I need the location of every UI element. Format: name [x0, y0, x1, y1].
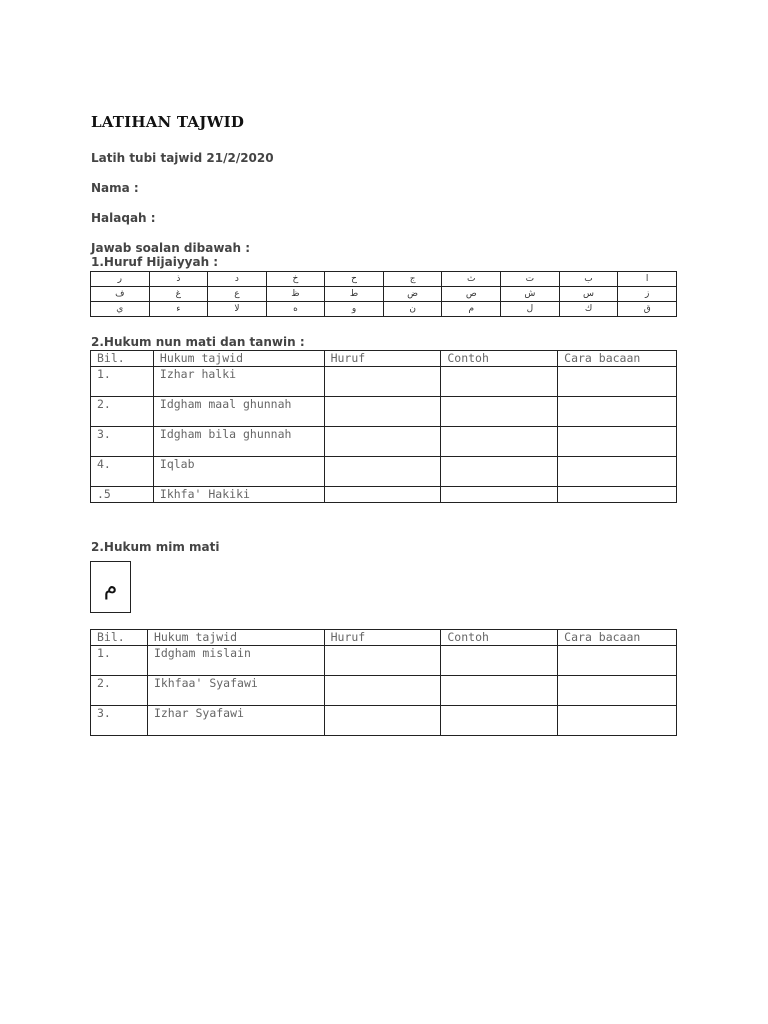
hijaiyyah-cell: م [442, 302, 501, 317]
contoh-answer-cell[interactable] [441, 457, 558, 487]
hukum-name: Izhar halki [153, 367, 324, 397]
huruf-answer-cell[interactable] [324, 676, 441, 706]
hijaiyyah-cell: ك [559, 302, 618, 317]
hijaiyyah-cell: غ [149, 287, 208, 302]
hijaiyyah-cell: ل [501, 302, 560, 317]
cara-bacaan-answer-cell[interactable] [558, 706, 677, 736]
table-row [91, 427, 677, 457]
table-row [91, 457, 677, 487]
table-row [91, 367, 677, 397]
huruf-answer-cell[interactable] [324, 487, 441, 503]
hijaiyyah-cell: ه [266, 302, 325, 317]
contoh-answer-cell[interactable] [441, 427, 558, 457]
hijaiyyah-cell: لا [208, 302, 267, 317]
contoh-answer-cell[interactable] [441, 706, 558, 736]
cara-bacaan-answer-cell[interactable] [558, 427, 677, 457]
cara-bacaan-answer-cell[interactable] [558, 487, 677, 503]
row-number: 2. [91, 676, 148, 706]
page-title: LATIHAN TAJWID [91, 113, 245, 131]
hukum-name: Ikhfa' Hakiki [153, 487, 324, 503]
cara-bacaan-answer-cell[interactable] [558, 367, 677, 397]
header-cara-bacaan: Cara bacaan [558, 630, 677, 646]
row-number: 2. [91, 397, 154, 427]
header-contoh: Contoh [441, 351, 558, 367]
table-row [91, 646, 677, 676]
huruf-answer-cell[interactable] [324, 646, 441, 676]
hukum-name: Idgham mislain [147, 646, 324, 676]
hijaiyyah-cell: ج [383, 272, 442, 287]
hijaiyyah-table [90, 271, 677, 317]
table-header-row [91, 630, 677, 646]
hukum-name: Idgham maal ghunnah [153, 397, 324, 427]
huruf-answer-cell[interactable] [324, 367, 441, 397]
section-mim-title: 2.Hukum mim mati [91, 540, 220, 554]
section-nun-title: 2.Hukum nun mati dan tanwin : [91, 335, 305, 349]
header-huruf: Huruf [324, 630, 441, 646]
hijaiyyah-cell: ف [91, 287, 150, 302]
hijaiyyah-cell: ض [383, 287, 442, 302]
hijaiyyah-cell: ا [618, 272, 677, 287]
table-row [91, 397, 677, 427]
hijaiyyah-row [91, 287, 677, 302]
header-bil: Bil. [91, 351, 154, 367]
row-number: 1. [91, 367, 154, 397]
contoh-answer-cell[interactable] [441, 397, 558, 427]
hijaiyyah-cell: خ [266, 272, 325, 287]
hijaiyyah-cell: ع [208, 287, 267, 302]
hijaiyyah-cell: د [208, 272, 267, 287]
subtitle: Latih tubi tajwid 21/2/2020 [91, 151, 274, 165]
contoh-answer-cell[interactable] [441, 487, 558, 503]
table-row [91, 676, 677, 706]
hijaiyyah-cell: ء [149, 302, 208, 317]
hijaiyyah-cell: ز [618, 287, 677, 302]
header-hukum-tajwid: Hukum tajwid [147, 630, 324, 646]
hijaiyyah-cell: ق [618, 302, 677, 317]
table-header-row [91, 351, 677, 367]
cara-bacaan-answer-cell[interactable] [558, 397, 677, 427]
huruf-answer-cell[interactable] [324, 706, 441, 736]
cara-bacaan-answer-cell[interactable] [558, 457, 677, 487]
contoh-answer-cell[interactable] [441, 367, 558, 397]
huruf-answer-cell[interactable] [324, 457, 441, 487]
hukum-name: Iqlab [153, 457, 324, 487]
instruction-text: Jawab soalan dibawah : [91, 241, 251, 255]
nun-mati-table [90, 350, 677, 503]
huruf-answer-cell[interactable] [324, 397, 441, 427]
cara-bacaan-answer-cell[interactable] [558, 676, 677, 706]
row-number: 4. [91, 457, 154, 487]
hijaiyyah-row [91, 302, 677, 317]
row-number: .5 [91, 487, 154, 503]
hukum-name: Izhar Syafawi [147, 706, 324, 736]
header-contoh: Contoh [441, 630, 558, 646]
header-hukum-tajwid: Hukum tajwid [153, 351, 324, 367]
header-bil: Bil. [91, 630, 148, 646]
hijaiyyah-cell: ن [383, 302, 442, 317]
table-row [91, 487, 677, 503]
halaqah-label: Halaqah : [91, 211, 156, 225]
header-cara-bacaan: Cara bacaan [558, 351, 677, 367]
hijaiyyah-cell: س [559, 287, 618, 302]
row-number: 3. [91, 706, 148, 736]
table-row [91, 706, 677, 736]
hijaiyyah-cell: ث [442, 272, 501, 287]
hijaiyyah-cell: ظ [266, 287, 325, 302]
huruf-answer-cell[interactable] [324, 427, 441, 457]
row-number: 1. [91, 646, 148, 676]
hijaiyyah-cell: ش [501, 287, 560, 302]
section-hijaiyyah-title: 1.Huruf Hijaiyyah : [91, 255, 219, 269]
hijaiyyah-cell: ر [91, 272, 150, 287]
hijaiyyah-cell: ص [442, 287, 501, 302]
hijaiyyah-cell: ط [325, 287, 384, 302]
hijaiyyah-cell: و [325, 302, 384, 317]
contoh-answer-cell[interactable] [441, 646, 558, 676]
hijaiyyah-cell: ح [325, 272, 384, 287]
mim-mati-table [90, 629, 677, 736]
hijaiyyah-cell: ي [91, 302, 150, 317]
hijaiyyah-cell: ت [501, 272, 560, 287]
hukum-name: Ikhfaa' Syafawi [147, 676, 324, 706]
hukum-name: Idgham bila ghunnah [153, 427, 324, 457]
row-number: 3. [91, 427, 154, 457]
meem-letter-box [90, 561, 131, 613]
hijaiyyah-cell: ب [559, 272, 618, 287]
hijaiyyah-row [91, 272, 677, 287]
cara-bacaan-answer-cell[interactable] [558, 646, 677, 676]
contoh-answer-cell[interactable] [441, 676, 558, 706]
hijaiyyah-cell: ذ [149, 272, 208, 287]
meem-letter: م [103, 574, 118, 600]
header-huruf: Huruf [324, 351, 441, 367]
nama-label: Nama : [91, 181, 139, 195]
